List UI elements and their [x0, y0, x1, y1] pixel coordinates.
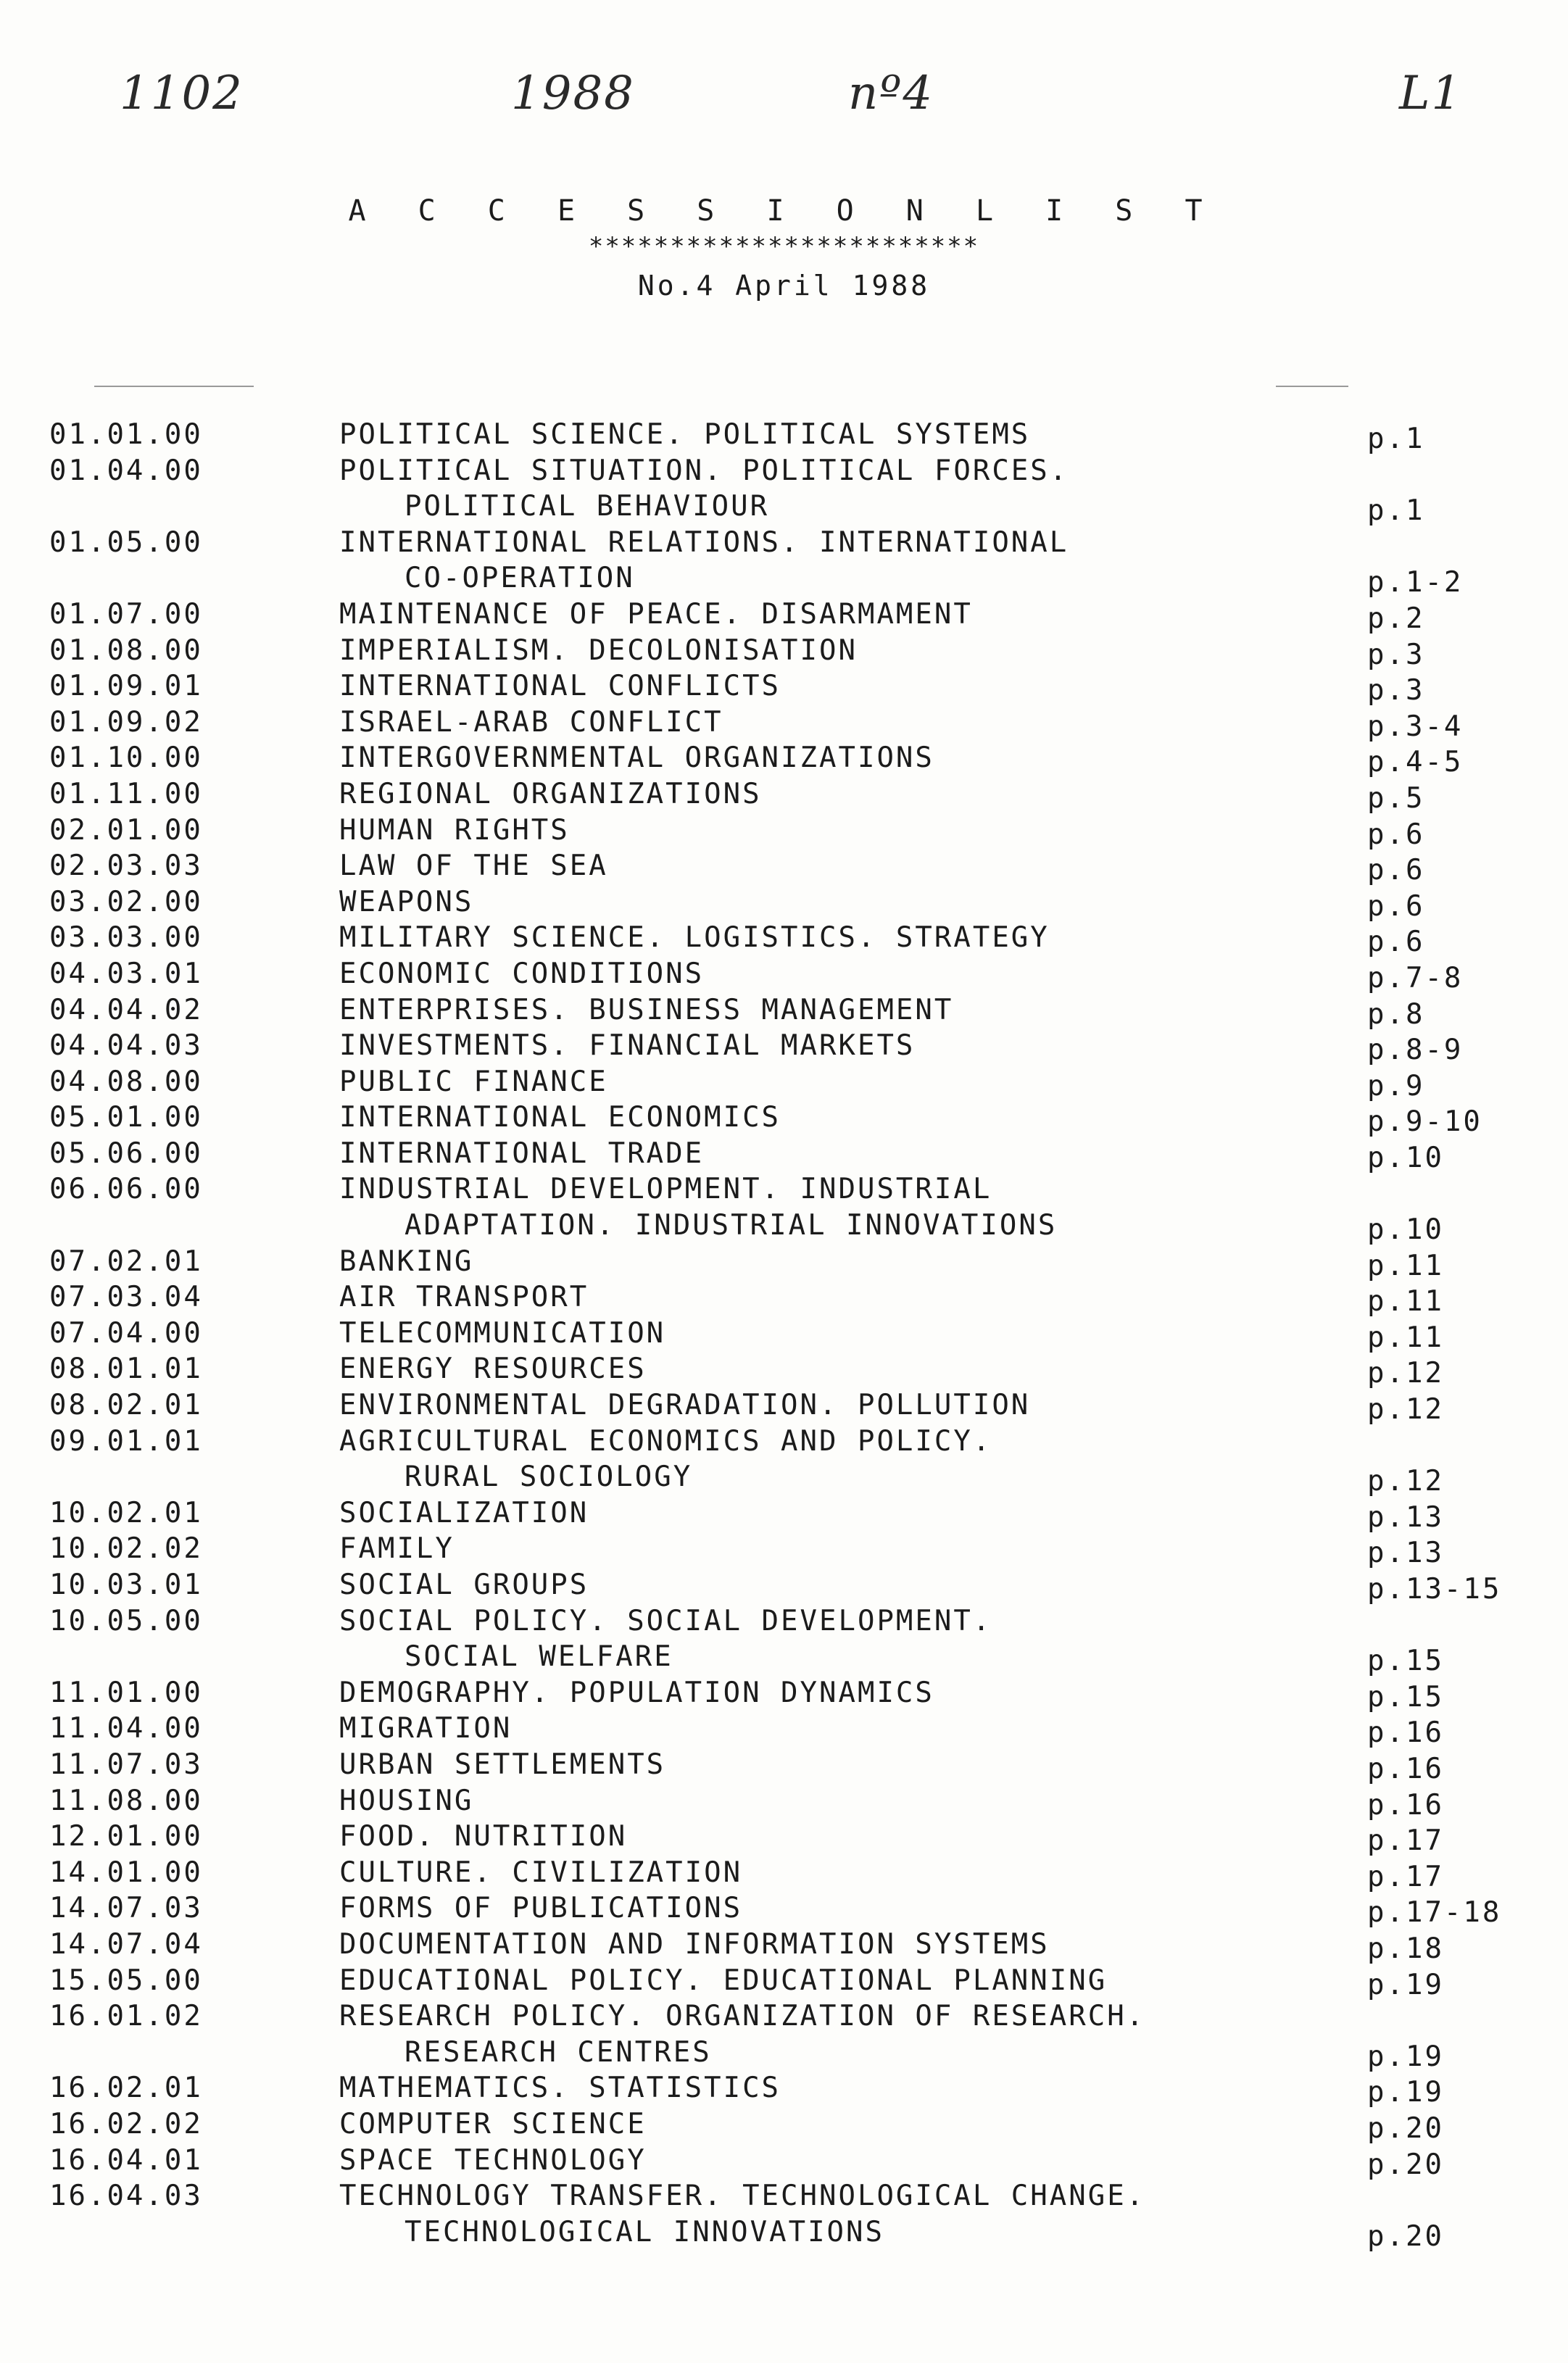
- subject-title: SPACE TECHNOLOGY: [339, 2143, 647, 2177]
- subject-title: MILITARY SCIENCE. LOGISTICS. STRATEGY: [339, 921, 1050, 955]
- entry-line: [49, 1603, 1543, 1640]
- list-item: [49, 1136, 1543, 1172]
- page-reference: p.18: [1367, 1932, 1444, 1965]
- list-item: [49, 848, 1543, 887]
- subject-title: ISRAEL-ARAB CONFLICT: [339, 705, 723, 739]
- entry-line: [49, 848, 1543, 887]
- page-reference: p.20: [1367, 2148, 1444, 2181]
- entry-line: [49, 920, 1543, 959]
- list-item: [49, 453, 1543, 528]
- list-item: [49, 2106, 1543, 2143]
- entry-line: [49, 1351, 1543, 1390]
- list-item: [49, 1171, 1543, 1247]
- subject-title: SOCIALIZATION: [339, 1496, 589, 1529]
- entry-continuation-line: [49, 1459, 1543, 1498]
- entry-continuation-line: [49, 2214, 1543, 2251]
- page-reference: p.9: [1367, 1069, 1425, 1102]
- entry-line: [49, 1100, 1543, 1139]
- handwritten-number: 1102: [120, 67, 244, 120]
- entry-line: [49, 1890, 1543, 1930]
- entry-continuation-line: [49, 1639, 1543, 1678]
- page-reference: p.19: [1367, 2076, 1444, 2109]
- page-reference: p.13: [1367, 1537, 1444, 1570]
- entry-line: [49, 956, 1543, 992]
- subject-title: IMPERIALISM. DECOLONISATION: [339, 634, 858, 667]
- subject-title: SOCIAL GROUPS: [339, 1569, 589, 1601]
- subject-title: DEMOGRAPHY. POPULATION DYNAMICS: [339, 1676, 934, 1709]
- subject-title: REGIONAL ORGANIZATIONS: [339, 777, 762, 810]
- entry-line: [49, 417, 1543, 453]
- subject-code: 16.02.02: [49, 2107, 203, 2140]
- entry-line: [49, 2106, 1543, 2143]
- page-reference: p.10: [1367, 1141, 1444, 1174]
- subject-title: ENTERPRISES. BUSINESS MANAGEMENT: [339, 993, 954, 1026]
- entry-line: [49, 2070, 1543, 2109]
- list-item: [49, 1100, 1543, 1139]
- entry-line: [49, 1136, 1543, 1172]
- subject-title: TECHNOLOGICAL INNOVATIONS: [405, 2215, 884, 2248]
- page-reference: p.9-10: [1367, 1105, 1482, 1139]
- subject-code: 07.04.00: [49, 1316, 203, 1350]
- list-item: [49, 2178, 1543, 2253]
- subject-code: 16.02.01: [49, 2072, 203, 2105]
- subject-title: AGRICULTURAL ECONOMICS AND POLICY.: [339, 1424, 992, 1458]
- list-item: [49, 740, 1543, 779]
- entry-line: [49, 1279, 1543, 1316]
- page-reference: p.2: [1367, 602, 1425, 635]
- subject-title: BANKING: [339, 1245, 474, 1278]
- list-item: [49, 1316, 1543, 1352]
- subject-code: 06.06.00: [49, 1173, 203, 1206]
- subject-code: 03.03.00: [49, 921, 203, 955]
- entry-line: [49, 1855, 1543, 1891]
- page-reference: p.19: [1367, 2040, 1444, 2073]
- subject-title: RURAL SOCIOLOGY: [405, 1461, 693, 1494]
- list-item: [49, 1028, 1543, 1067]
- title-underline-stars: ************************: [588, 232, 980, 261]
- page-reference: p.11: [1367, 1321, 1444, 1354]
- list-item: [49, 1927, 1543, 1963]
- subject-code: 08.02.01: [49, 1389, 203, 1422]
- entry-line: [49, 705, 1543, 741]
- page-reference: p.20: [1367, 2111, 1444, 2145]
- handwritten-issue: nº4: [848, 67, 934, 120]
- subject-code: 04.04.02: [49, 993, 203, 1026]
- subject-code: 10.05.00: [49, 1604, 203, 1637]
- entry-line: [49, 1424, 1543, 1460]
- subject-code: 05.06.00: [49, 1137, 203, 1170]
- issue-line: No.4 April 1988: [637, 270, 931, 302]
- entry-line: [49, 884, 1543, 921]
- subject-code: 01.01.00: [49, 418, 203, 451]
- subject-code: 01.09.01: [49, 670, 203, 703]
- subject-code: 01.10.00: [49, 742, 203, 775]
- page-reference: p.15: [1367, 1645, 1444, 1678]
- page-reference: p.6: [1367, 889, 1425, 923]
- subject-title: INTERNATIONAL ECONOMICS: [339, 1101, 781, 1134]
- page-reference: p.16: [1367, 1716, 1444, 1750]
- entry-line: [49, 2143, 1543, 2179]
- divider-left: [94, 386, 254, 387]
- subject-code: 01.11.00: [49, 777, 203, 810]
- list-item: [49, 992, 1543, 1029]
- subject-code: 02.01.00: [49, 813, 203, 847]
- subject-title: SOCIAL WELFARE: [405, 1640, 673, 1674]
- page-reference: p.12: [1367, 1357, 1444, 1390]
- subject-title: INTERNATIONAL CONFLICTS: [339, 670, 781, 703]
- entry-line: [49, 740, 1543, 779]
- page-reference: p.1: [1367, 423, 1425, 455]
- subject-title: RESEARCH POLICY. ORGANIZATION OF RESEARCH.: [339, 2000, 1146, 2033]
- list-item: [49, 525, 1543, 597]
- subject-code: 16.04.03: [49, 2180, 203, 2213]
- subject-code: 09.01.01: [49, 1424, 203, 1458]
- subject-code: 04.04.03: [49, 1029, 203, 1063]
- list-item: [49, 1064, 1543, 1100]
- subject-code: 14.07.04: [49, 1927, 203, 1961]
- subject-title: ECONOMIC CONDITIONS: [339, 957, 705, 990]
- subject-title: SOCIAL POLICY. SOCIAL DEVELOPMENT.: [339, 1604, 992, 1637]
- entry-line: [49, 1963, 1543, 1999]
- page-reference: p.10: [1367, 1213, 1444, 1247]
- subject-title: MAINTENANCE OF PEACE. DISARMAMENT: [339, 597, 973, 631]
- subject-title: CO-OPERATION: [405, 562, 635, 595]
- list-item: [49, 1783, 1543, 1822]
- list-item: [49, 1819, 1543, 1858]
- list-item: [49, 956, 1543, 992]
- subject-title: TECHNOLOGY TRANSFER. TECHNOLOGICAL CHANGE.: [339, 2180, 1146, 2213]
- list-item: [49, 920, 1543, 959]
- entry-line: [49, 1064, 1543, 1100]
- subject-code: 16.04.01: [49, 2143, 203, 2177]
- list-item: [49, 1890, 1543, 1930]
- subject-title: POLITICAL SCIENCE. POLITICAL SYSTEMS: [339, 418, 1031, 451]
- subject-title: INVESTMENTS. FINANCIAL MARKETS: [339, 1029, 916, 1063]
- subject-title: HUMAN RIGHTS: [339, 813, 570, 847]
- list-item: [49, 813, 1543, 849]
- subject-code: 04.03.01: [49, 957, 203, 990]
- page-reference: p.16: [1367, 1788, 1444, 1822]
- page-reference: p.1: [1367, 494, 1425, 528]
- subject-code: 11.01.00: [49, 1676, 203, 1709]
- list-item: [49, 1244, 1543, 1280]
- subject-title: PUBLIC FINANCE: [339, 1065, 608, 1098]
- subject-code: 07.02.01: [49, 1245, 203, 1278]
- page-reference: p.20: [1367, 2219, 1444, 2253]
- page-reference: p.1-2: [1367, 566, 1464, 599]
- entry-line: [49, 1998, 1543, 2035]
- subject-title: EDUCATIONAL POLICY. EDUCATIONAL PLANNING: [339, 1964, 1108, 1997]
- list-item: [49, 1603, 1543, 1678]
- entry-line: [49, 1316, 1543, 1352]
- list-item: [49, 1963, 1543, 1999]
- list-item: [49, 1351, 1543, 1390]
- subject-title: CULTURE. CIVILIZATION: [339, 1856, 743, 1889]
- subject-code: 10.02.01: [49, 1496, 203, 1529]
- list-item: [49, 1495, 1543, 1532]
- entry-line: [49, 1171, 1543, 1208]
- subject-code: 01.07.00: [49, 597, 203, 631]
- page-reference: p.12: [1367, 1393, 1444, 1426]
- entry-continuation-line: [49, 489, 1543, 528]
- subject-title: WEAPONS: [339, 885, 474, 918]
- subject-code: 01.05.00: [49, 526, 203, 559]
- subject-code: 12.01.00: [49, 1820, 203, 1853]
- page-reference: p.13-15: [1367, 1573, 1502, 1606]
- subject-title: ADAPTATION. INDUSTRIAL INNOVATIONS: [405, 1209, 1058, 1242]
- entry-line: [49, 1244, 1543, 1280]
- accession-list: [49, 417, 1543, 2253]
- page-reference: p.3: [1367, 638, 1425, 671]
- entry-line: [49, 776, 1543, 813]
- subject-title: INTERGOVERNMENTAL ORGANIZATIONS: [339, 742, 934, 775]
- page-reference: p.12: [1367, 1465, 1444, 1498]
- list-item: [49, 884, 1543, 921]
- entry-line: [49, 1495, 1543, 1532]
- subject-title: MATHEMATICS. STATISTICS: [339, 2072, 781, 2105]
- entry-line: [49, 1567, 1543, 1606]
- subject-code: 05.01.00: [49, 1101, 203, 1134]
- subject-title: DOCUMENTATION AND INFORMATION SYSTEMS: [339, 1927, 1050, 1961]
- list-item: [49, 668, 1543, 705]
- page-reference: p.11: [1367, 1249, 1444, 1282]
- entry-line: [49, 1819, 1543, 1858]
- list-item: [49, 705, 1543, 741]
- list-item: [49, 1531, 1543, 1570]
- page-reference: p.6: [1367, 926, 1425, 959]
- list-item: [49, 1279, 1543, 1316]
- subject-code: 01.08.00: [49, 634, 203, 667]
- entry-line: [49, 453, 1543, 489]
- entry-line: [49, 1711, 1543, 1750]
- entry-continuation-line: [49, 2035, 1543, 2071]
- entry-line: [49, 992, 1543, 1029]
- entry-line: [49, 1387, 1543, 1424]
- handwritten-code: L1: [1399, 67, 1463, 120]
- page-reference: p.5: [1367, 781, 1425, 815]
- page-reference: p.8-9: [1367, 1034, 1464, 1067]
- page-reference: p.11: [1367, 1285, 1444, 1318]
- subject-title: INDUSTRIAL DEVELOPMENT. INDUSTRIAL: [339, 1173, 992, 1206]
- entry-line: [49, 525, 1543, 561]
- subject-title: INTERNATIONAL RELATIONS. INTERNATIONAL: [339, 526, 1069, 559]
- page-reference: p.8: [1367, 997, 1425, 1031]
- subject-title: ENERGY RESOURCES: [339, 1353, 647, 1386]
- entry-line: [49, 2178, 1543, 2214]
- list-item: [49, 597, 1543, 633]
- subject-title: COMPUTER SCIENCE: [339, 2107, 647, 2140]
- subject-code: 07.03.04: [49, 1281, 203, 1314]
- subject-code: 01.04.00: [49, 454, 203, 487]
- page-reference: p.17: [1367, 1860, 1444, 1893]
- list-item: [49, 417, 1543, 453]
- page-reference: p.16: [1367, 1752, 1444, 1785]
- entry-continuation-line: [49, 1208, 1543, 1247]
- list-item: [49, 2070, 1543, 2109]
- list-item: [49, 1387, 1543, 1424]
- page-reference: p.6: [1367, 818, 1425, 851]
- subject-title: POLITICAL BEHAVIOUR: [405, 490, 770, 523]
- subject-title: INTERNATIONAL TRADE: [339, 1137, 705, 1170]
- page-reference: p.3: [1367, 674, 1425, 707]
- divider-right: [1276, 386, 1348, 387]
- entry-line: [49, 1783, 1543, 1822]
- subject-code: 10.02.02: [49, 1532, 203, 1566]
- entry-line: [49, 1747, 1543, 1783]
- subject-code: 02.03.03: [49, 850, 203, 883]
- page-reference: p.4-5: [1367, 746, 1464, 779]
- subject-code: 03.02.00: [49, 885, 203, 918]
- entry-line: [49, 1927, 1543, 1963]
- list-item: [49, 776, 1543, 813]
- list-item: [49, 2143, 1543, 2179]
- list-item: [49, 1424, 1543, 1498]
- page-reference: p.19: [1367, 1968, 1444, 2001]
- list-item: [49, 1711, 1543, 1750]
- page-reference: p.17: [1367, 1824, 1444, 1858]
- subject-code: 11.04.00: [49, 1712, 203, 1745]
- entry-line: [49, 1531, 1543, 1570]
- subject-title: FORMS OF PUBLICATIONS: [339, 1892, 743, 1925]
- subject-code: 04.08.00: [49, 1065, 203, 1098]
- subject-title: POLITICAL SITUATION. POLITICAL FORCES.: [339, 454, 1069, 487]
- page-reference: p.17-18: [1367, 1896, 1502, 1930]
- subject-code: 08.01.01: [49, 1353, 203, 1386]
- subject-code: 14.01.00: [49, 1856, 203, 1889]
- page-title: A C C E S S I O N L I S T: [348, 194, 1220, 228]
- subject-code: 15.05.00: [49, 1964, 203, 1997]
- entry-line: [49, 633, 1543, 669]
- subject-code: 11.08.00: [49, 1784, 203, 1817]
- subject-title: TELECOMMUNICATION: [339, 1316, 666, 1350]
- entry-line: [49, 1675, 1543, 1714]
- list-item: [49, 1675, 1543, 1714]
- page-reference: p.15: [1367, 1680, 1444, 1714]
- subject-title: HOUSING: [339, 1784, 474, 1817]
- page-reference: p.7-8: [1367, 961, 1464, 994]
- subject-code: 10.03.01: [49, 1569, 203, 1601]
- entry-line: [49, 813, 1543, 849]
- subject-code: 01.09.02: [49, 705, 203, 739]
- entry-line: [49, 597, 1543, 633]
- list-item: [49, 633, 1543, 669]
- subject-code: 11.07.03: [49, 1748, 203, 1781]
- list-item: [49, 1855, 1543, 1891]
- page-reference: p.3-4: [1367, 710, 1464, 743]
- subject-title: FOOD. NUTRITION: [339, 1820, 628, 1853]
- subject-title: MIGRATION: [339, 1712, 513, 1745]
- list-item: [49, 1747, 1543, 1783]
- entry-line: [49, 1028, 1543, 1067]
- subject-title: FAMILY: [339, 1532, 455, 1566]
- page-reference: p.6: [1367, 854, 1425, 887]
- subject-title: LAW OF THE SEA: [339, 850, 608, 883]
- list-item: [49, 1567, 1543, 1606]
- subject-title: RESEARCH CENTRES: [405, 2035, 712, 2069]
- entry-continuation-line: [49, 560, 1543, 597]
- subject-title: URBAN SETTLEMENTS: [339, 1748, 666, 1781]
- entry-line: [49, 668, 1543, 705]
- handwritten-year: 1988: [511, 67, 635, 120]
- subject-title: AIR TRANSPORT: [339, 1281, 589, 1314]
- subject-code: 16.01.02: [49, 2000, 203, 2033]
- subject-title: ENVIRONMENTAL DEGRADATION. POLLUTION: [339, 1389, 1031, 1422]
- page-reference: p.13: [1367, 1500, 1444, 1534]
- subject-code: 14.07.03: [49, 1892, 203, 1925]
- list-item: [49, 1998, 1543, 2073]
